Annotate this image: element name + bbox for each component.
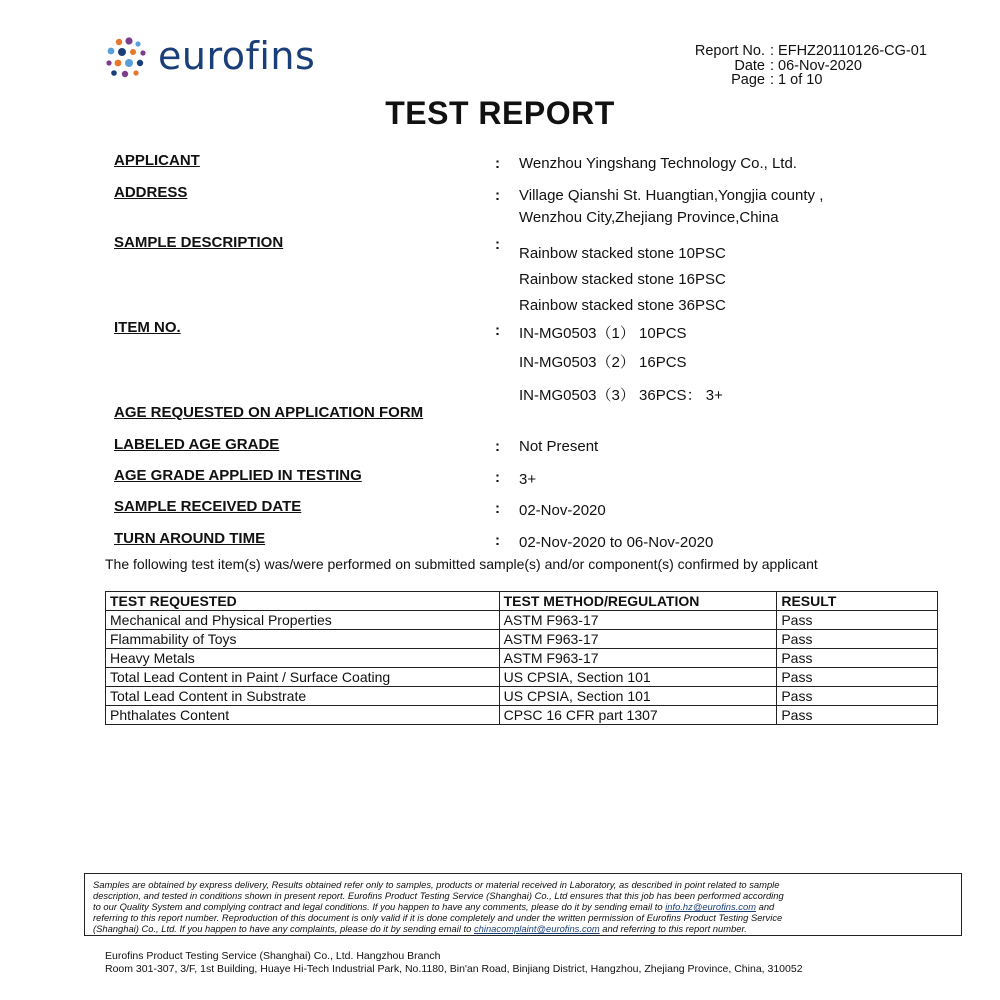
test-results-table xyxy=(105,591,938,725)
sample-description-label: SAMPLE DESCRIPTION xyxy=(114,234,284,251)
test-name: Mechanical and Physical Properties xyxy=(106,611,500,630)
table-header-row xyxy=(106,592,938,611)
received-date-value: 02-Nov-2020 xyxy=(519,502,606,519)
test-name: Heavy Metals xyxy=(106,649,500,668)
labeled-age-label: LABELED AGE GRADE xyxy=(114,436,280,453)
received-date-label: SAMPLE RECEIVED DATE xyxy=(114,498,302,515)
disclaimer-line-5 xyxy=(93,923,953,934)
test-method: US CPSIA, Section 101 xyxy=(499,687,777,706)
page-value: : 1 of 10 xyxy=(770,72,823,88)
test-method: ASTM F963-17 xyxy=(499,611,777,630)
header-test-method: TEST METHOD/REGULATION xyxy=(499,592,777,611)
disclaimer-box xyxy=(84,873,962,936)
address-line-1: Village Qianshi St. Huangtian,Yongjia county , xyxy=(519,187,824,204)
footer-company: Eurofins Product Testing Service (Shanghai) Co., Ltd. Hangzhou Branch xyxy=(105,950,441,962)
test-name: Phthalates Content xyxy=(106,706,500,725)
test-result: Pass xyxy=(777,668,938,687)
disclaimer-line-1: Samples are obtained by express delivery, Results obtained refer only to samples, products or material received in Laboratory, as described in point related to sample xyxy=(93,879,780,890)
age-applied-value: 3+ xyxy=(519,471,537,488)
page-title: TEST REPORT xyxy=(385,95,615,131)
report-no-value: : EFHZ20110126-CG-01 xyxy=(770,43,927,59)
table-row xyxy=(106,630,938,649)
item-no-line-2: IN-MG0503（2） 16PCS xyxy=(519,354,687,371)
disclaimer-line-5-end: and referring to this report number. xyxy=(599,923,747,934)
address-colon: : xyxy=(495,187,500,204)
age-requested-label: AGE REQUESTED ON APPLICATION FORM xyxy=(114,404,424,421)
test-name: Total Lead Content in Substrate xyxy=(106,687,500,706)
item-no-colon: : xyxy=(495,322,500,339)
test-method: ASTM F963-17 xyxy=(499,649,777,668)
address-line-2: Wenzhou City,Zhejiang Province,China xyxy=(519,209,779,226)
footer-address xyxy=(105,950,803,976)
date-value: : 06-Nov-2020 xyxy=(770,57,862,74)
applicant-value: Wenzhou Yingshang Technology Co., Ltd. xyxy=(519,155,797,172)
report-meta xyxy=(640,44,980,88)
disclaimer-line-4: referring to this report number. Reproduction of this document is only valid if it is done completely and under the written permission of Eurofins Product Testing Service xyxy=(93,912,783,923)
sample-description-line-2: Rainbow stacked stone 16PSC xyxy=(519,271,726,288)
page-label: Page xyxy=(731,72,765,88)
applicant-colon: : xyxy=(495,155,500,172)
table-row xyxy=(106,668,938,687)
table-row xyxy=(106,687,938,706)
disclaimer-line-2: description, and tested in conditions shown in present report. Eurofins Product Testing Service (Shanghai) Co., Ltd ensures that this job has been performed according xyxy=(93,890,784,901)
received-date-colon: : xyxy=(495,500,500,517)
disclaimer-line-5-text: (Shanghai) Co., Ltd. If you happen to have any complaints, please do it by sending email to xyxy=(93,923,474,934)
turnaround-value: 02-Nov-2020 to 06-Nov-2020 xyxy=(519,534,714,551)
header-test-requested: TEST REQUESTED xyxy=(106,592,500,611)
sample-description-colon: : xyxy=(495,236,500,253)
test-method: CPSC 16 CFR part 1307 xyxy=(499,706,777,725)
disclaimer-line-3-text: to our Quality System and complying contract and legal conditions. If you happen to have any comments, please do it by sending email to xyxy=(93,901,666,912)
item-no-line-3: IN-MG0503（3） 36PCS： 3+ xyxy=(519,387,723,404)
test-result: Pass xyxy=(777,687,938,706)
date-label: Date xyxy=(734,57,765,74)
disclaimer-line-3-end: and xyxy=(756,901,775,912)
sample-description-line-1: Rainbow stacked stone 10PSC xyxy=(519,245,726,262)
test-method: ASTM F963-17 xyxy=(499,630,777,649)
test-name: Flammability of Toys xyxy=(106,630,500,649)
test-result: Pass xyxy=(777,649,938,668)
sample-description-line-3: Rainbow stacked stone 36PSC xyxy=(519,297,726,314)
test-result: Pass xyxy=(777,630,938,649)
age-applied-colon: : xyxy=(495,469,500,486)
test-result: Pass xyxy=(777,611,938,630)
item-no-line-1: IN-MG0503（1） 10PCS xyxy=(519,325,687,342)
header-result: RESULT xyxy=(777,592,938,611)
test-name: Total Lead Content in Paint / Surface Coating xyxy=(106,668,500,687)
table-row xyxy=(106,706,938,725)
brand-name: eurofins xyxy=(158,34,316,78)
info-email-link[interactable]: info.hz@eurofins.com xyxy=(665,901,757,912)
intro-text: The following test item(s) was/were performed on submitted sample(s) and/or component(s) confirmed by applicant xyxy=(105,556,818,572)
turnaround-label: TURN AROUND TIME xyxy=(114,530,266,547)
table-row xyxy=(106,649,938,668)
turnaround-colon: : xyxy=(495,532,500,549)
eurofins-dots-icon xyxy=(105,36,153,80)
test-method: US CPSIA, Section 101 xyxy=(499,668,777,687)
disclaimer-line-3 xyxy=(93,901,953,912)
address-label: ADDRESS xyxy=(114,184,188,201)
applicant-label: APPLICANT xyxy=(114,152,200,169)
footer-address-line: Room 301-307, 3/F, 1st Building, Huaye Hi-Tech Industrial Park, No.1180, Bin'an Road, Binjiang District, Hangzhou, Zhejiang Province, China, 310052 xyxy=(105,963,803,975)
table-row xyxy=(106,611,938,630)
test-result: Pass xyxy=(777,706,938,725)
age-applied-label: AGE GRADE APPLIED IN TESTING xyxy=(114,467,362,484)
labeled-age-colon: : xyxy=(495,438,500,455)
eurofins-logo xyxy=(105,36,335,80)
labeled-age-value: Not Present xyxy=(519,438,599,455)
complaint-email-link[interactable]: chinacomplaint@eurofins.com xyxy=(473,923,600,934)
report-no-label: Report No. xyxy=(694,43,765,59)
item-no-label: ITEM NO. xyxy=(114,319,181,336)
